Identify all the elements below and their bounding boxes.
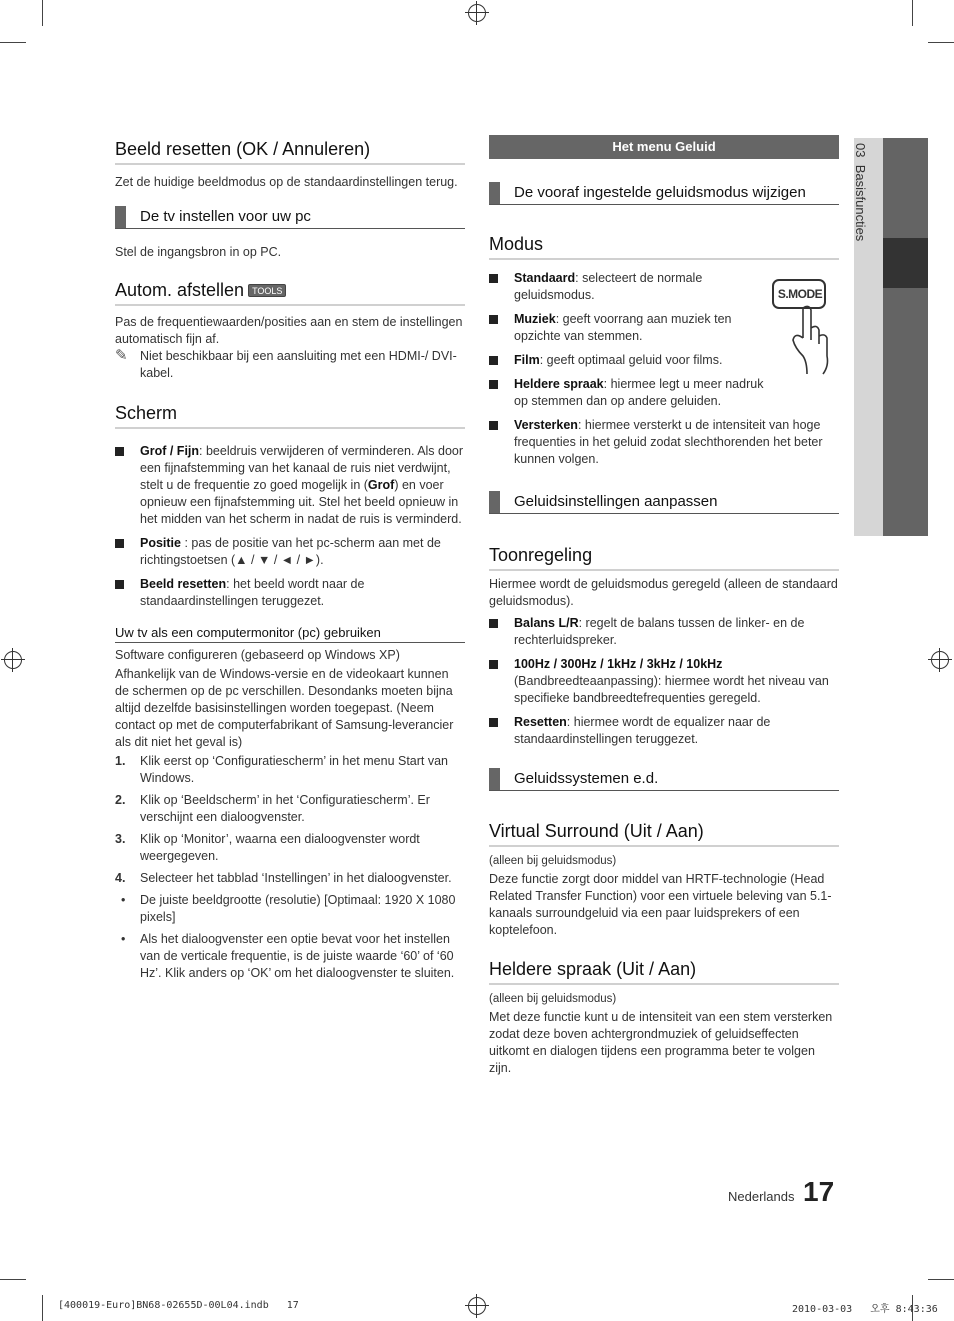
modus-block (489, 270, 839, 468)
section-title: Toonregeling (489, 545, 839, 571)
step-text: Klik eerst op ‘Configuratiescherm’ in het menu Start van Windows. (140, 754, 449, 785)
side-tab-marker (883, 238, 928, 288)
step-number: 2. (115, 793, 126, 807)
item-text: : geeft optimaal geluid voor films. (539, 353, 723, 367)
note (115, 348, 465, 382)
bullet-square-icon (489, 380, 498, 389)
registration-mark-icon (468, 1297, 486, 1315)
item-term: Standaard (514, 271, 576, 285)
section-title: Modus (489, 234, 839, 260)
item-text: : beeldruis verwijderen of verminderen. Als door een fijnafstemming van het kanaal de ruis niet verdwijnt, stelt u de frequentie zo goed mogelijk in ( (140, 444, 464, 492)
subsection-title: Uw tv als een computermonitor (pc) gebruiken (115, 625, 465, 643)
menu-header: Het menu Geluid (489, 135, 839, 159)
list-item (115, 892, 465, 926)
section-text: Hiermee wordt de geluidsmodus geregeld (alleen de standaard geluidsmodus). (489, 577, 838, 608)
crop-mark (0, 42, 26, 43)
bullet-list (115, 892, 465, 982)
left-column (115, 139, 465, 982)
page-number: 17 (803, 1176, 835, 1207)
section-title-label: Autom. afstellen (115, 280, 245, 300)
bullet-square-icon (489, 619, 498, 628)
section-text: Stel de ingangsbron in op PC. (115, 245, 282, 259)
section-text: Met deze functie kunt u de intensiteit van een stem versterken zodat deze boven achtergrondmuziek of geluidseffecten uitkomt en dialogen tijdens een programma beter te volgen zijn. (489, 1010, 833, 1075)
section-text: Afhankelijk van de Windows-versie en de videokaart kunnen de schermen op de pc verschillen. Desondanks moeten bijna altijd dezelfde basisinstellingen worden toegepast. (Neem contact op met de computerfabrikant of Samsung-leverancier als dit niet het geval is) (115, 667, 454, 749)
item-term: Versterken (514, 418, 578, 432)
toon-list (489, 615, 839, 748)
side-tab-label (853, 143, 868, 241)
bullet-square-icon (489, 356, 498, 365)
section-text: Deze functie zorgt door middel van HRTF-technologie (Head Related Transfer Function) voor een virtuele beleving van 5.1-kanaals surroundgeluid via een paar luidsprekers of een koptelefoon. (489, 872, 832, 937)
section-bar-icon (489, 182, 500, 204)
item-text: Als het dialoogvenster een optie bevat voor het instellen van de verticale frequentie, is de juiste waarde ‘60’ of ‘60 Hz’. Klik anders op ‘OK’ om het dialoogvenster te sluiten. (140, 932, 455, 980)
list-item (115, 576, 465, 610)
item-term: Positie (140, 536, 181, 550)
section-text: Software configureren (gebaseerd op Windows XP) (115, 648, 400, 662)
item-text: : regelt de balans tussen de linker- en de rechterluidspreker. (514, 616, 805, 647)
item-text: : pas de positie van het pc-scherm aan met de richtingstoetsen (▲ / ▼ / ◄ / ►). (140, 536, 441, 567)
scherm-list (115, 443, 465, 610)
step-number: 4. (115, 871, 126, 885)
subsection-title (489, 184, 839, 205)
bullet-square-icon (115, 539, 124, 548)
list-item (489, 352, 754, 369)
list-item (115, 792, 465, 826)
list-item (115, 870, 465, 887)
smode-label: S.MODE (777, 287, 823, 301)
list-item (489, 656, 839, 707)
list-item (489, 714, 839, 748)
item-term: Film (514, 353, 540, 367)
subsection-title (489, 770, 839, 791)
subsection-label: De tv instellen voor uw pc (140, 208, 311, 225)
step-number: 1. (115, 754, 126, 768)
step-number: 3. (115, 832, 126, 846)
section-title: Virtual Surround (Uit / Aan) (489, 821, 839, 847)
section-note: (alleen bij geluidsmodus) (489, 855, 617, 867)
item-text: : geeft voorrang aan muziek ten opzichte van stemmen. (514, 312, 732, 343)
smode-remote-icon (771, 278, 841, 378)
item-text: ) en voer opnieuw een fijnafstemming uit. Stel het beeld opnieuw in het midden van het scherm in nadat de ruis is verminderd. (140, 478, 462, 526)
item-term: Grof (367, 478, 395, 492)
bullet-dot-icon: • (121, 932, 126, 946)
section-title: Beeld resetten (OK / Annuleren) (115, 139, 465, 165)
list-item (115, 831, 465, 865)
section-bar-icon (489, 491, 500, 513)
note-text: Niet beschikbaar bij een aansluiting met een HDMI-/ DVI-kabel. (140, 349, 457, 380)
item-term: Muziek (514, 312, 556, 326)
crop-mark (928, 1279, 954, 1280)
bullet-square-icon (115, 580, 124, 589)
right-column (489, 184, 839, 1077)
list-item (115, 443, 465, 528)
pencil-note-icon: ✎ (115, 347, 128, 364)
list-item (489, 270, 714, 304)
section-text: Zet de huidige beeldmodus op de standaardinstellingen terug. (115, 175, 458, 189)
step-text: Klik op ‘Beeldscherm’ in het ‘Configuratiescherm’. Er verschijnt een dialoogvenster. (140, 793, 430, 824)
section-text: Pas de frequentiewaarden/posities aan en stem de instellingen automatisch fijn af. (115, 315, 463, 346)
subsection-title (489, 493, 839, 514)
bullet-square-icon (489, 274, 498, 283)
list-item (489, 376, 776, 410)
crop-mark (42, 1295, 43, 1321)
item-text: : selecteert de normale geluidsmodus. (514, 271, 703, 302)
list-item (489, 417, 839, 468)
crop-mark (928, 42, 954, 43)
item-term: Grof / Fijn (140, 444, 200, 458)
tools-badge-icon: TOOLS (248, 284, 286, 297)
item-term: Beeld resetten (140, 577, 227, 591)
chapter-number: 03 (853, 143, 868, 158)
bullet-square-icon (489, 315, 498, 324)
list-item (115, 535, 465, 569)
side-tab-dark (883, 138, 928, 536)
subsection-label: Geluidsinstellingen aanpassen (514, 493, 718, 510)
item-text: De juiste beeldgrootte (resolutie) [Optimaal: 1920 X 1080 pixels] (140, 893, 456, 924)
print-date-info: 2010-03-03 오후 8:43:36 (792, 1304, 938, 1315)
crop-mark (0, 1279, 26, 1280)
steps-list (115, 753, 465, 887)
list-item (489, 311, 754, 345)
section-note: (alleen bij geluidsmodus) (489, 993, 617, 1005)
crop-mark (42, 0, 43, 26)
subsection-label: De vooraf ingestelde geluidsmodus wijzigen (514, 184, 806, 201)
section-title: Heldere spraak (Uit / Aan) (489, 959, 839, 985)
footer-language: Nederlands (728, 1189, 795, 1204)
item-text: : hiermee wordt de equalizer naar de standaardinstellingen teruggezet. (514, 715, 771, 746)
bullet-square-icon (489, 718, 498, 727)
bullet-square-icon (489, 660, 498, 669)
list-item (489, 615, 839, 649)
chapter-title: Basisfuncties (853, 164, 868, 242)
item-term: Balans L/R (514, 616, 579, 630)
item-term: 100Hz / 300Hz / 1kHz / 3kHz / 10kHz (514, 657, 723, 671)
item-text: : het beeld wordt naar de standaardinstellingen teruggezet. (140, 577, 365, 608)
registration-mark-icon (468, 4, 486, 22)
subsection-label: Geluidssystemen e.d. (514, 770, 659, 787)
step-text: Klik op ‘Monitor’, waarna een dialoogvenster wordt weergegeven. (140, 832, 420, 863)
section-bar-icon (489, 768, 500, 790)
section-title: Scherm (115, 403, 465, 429)
item-term: Resetten (514, 715, 567, 729)
bullet-square-icon (115, 447, 124, 456)
bullet-square-icon (489, 421, 498, 430)
item-text: : hiermee versterkt u de intensiteit van hoge frequenties in het geluid zodat slechthorenden het beter kunnen volgen. (514, 418, 823, 466)
list-item (115, 753, 465, 787)
item-term: Heldere spraak (514, 377, 604, 391)
print-file-info: [400019-Euro]BN68-02655D-00L04.indb 17 (58, 1300, 299, 1311)
list-item (115, 931, 465, 982)
section-bar-icon (115, 206, 126, 228)
registration-mark-icon (931, 651, 949, 669)
bullet-dot-icon: • (121, 893, 126, 907)
item-text: (Bandbreedteaanpassing): hiermee wordt het niveau van specifieke bandbreedtefrequenties geregeld. (514, 674, 829, 705)
subsection-title (115, 208, 465, 229)
crop-mark (912, 0, 913, 26)
step-text: Selecteer het tabblad ‘Instellingen’ in het dialoogvenster. (140, 871, 452, 885)
section-title (115, 280, 465, 306)
registration-mark-icon (4, 651, 22, 669)
item-text: : hiermee legt u meer nadruk op stemmen dan op andere geluiden. (514, 377, 764, 408)
